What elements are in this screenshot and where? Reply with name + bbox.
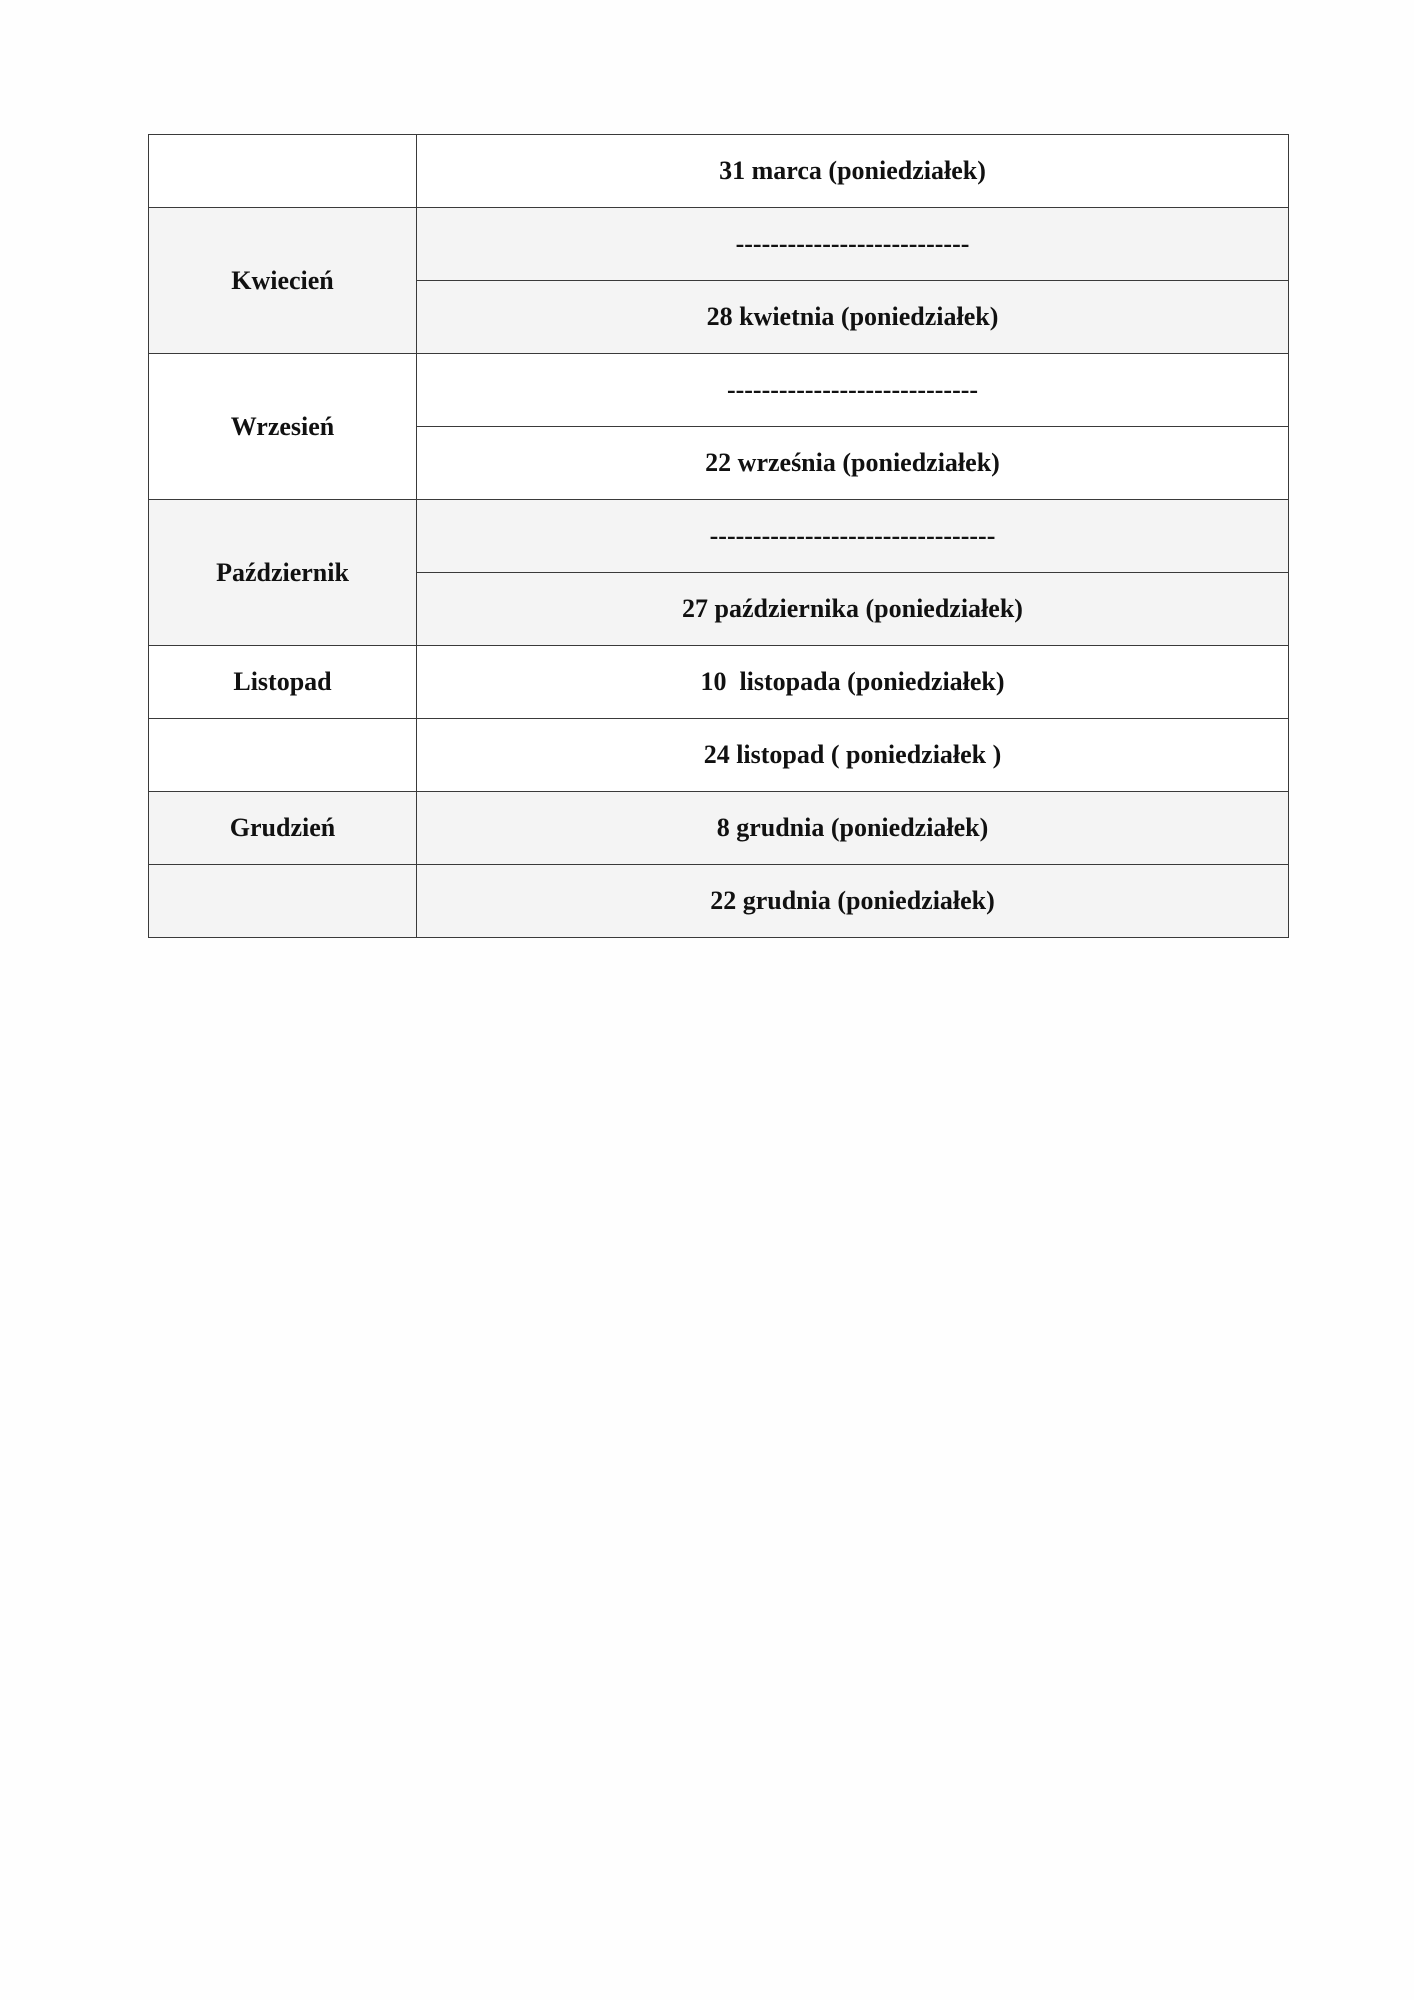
date-cell: --------------------------- bbox=[417, 208, 1289, 281]
date-cell: 31 marca (poniedziałek) bbox=[417, 135, 1289, 208]
table-row bbox=[149, 719, 1289, 792]
month-cell bbox=[149, 135, 417, 208]
date-cell: ----------------------------- bbox=[417, 354, 1289, 427]
date-cell: --------------------------------- bbox=[417, 500, 1289, 573]
month-cell-pazdziernik: Październik bbox=[149, 500, 417, 646]
date-cell: 8 grudnia (poniedziałek) bbox=[417, 792, 1289, 865]
table-row bbox=[149, 792, 1289, 865]
month-cell bbox=[149, 719, 417, 792]
table-row bbox=[149, 646, 1289, 719]
date-cell: 22 września (poniedziałek) bbox=[417, 427, 1289, 500]
date-cell: 24 listopad ( poniedziałek ) bbox=[417, 719, 1289, 792]
table-row bbox=[149, 354, 1289, 427]
month-cell bbox=[149, 865, 417, 938]
table-row bbox=[149, 135, 1289, 208]
schedule-table bbox=[148, 134, 1289, 938]
table-row bbox=[149, 865, 1289, 938]
month-cell-kwiecien: Kwiecień bbox=[149, 208, 417, 354]
month-cell-grudzien: Grudzień bbox=[149, 792, 417, 865]
month-cell-wrzesien: Wrzesień bbox=[149, 354, 417, 500]
date-cell: 22 grudnia (poniedziałek) bbox=[417, 865, 1289, 938]
date-cell: 10 listopada (poniedziałek) bbox=[417, 646, 1289, 719]
date-cell: 28 kwietnia (poniedziałek) bbox=[417, 281, 1289, 354]
date-cell: 27 października (poniedziałek) bbox=[417, 573, 1289, 646]
month-cell-listopad: Listopad bbox=[149, 646, 417, 719]
table-row bbox=[149, 208, 1289, 281]
table-row bbox=[149, 500, 1289, 573]
